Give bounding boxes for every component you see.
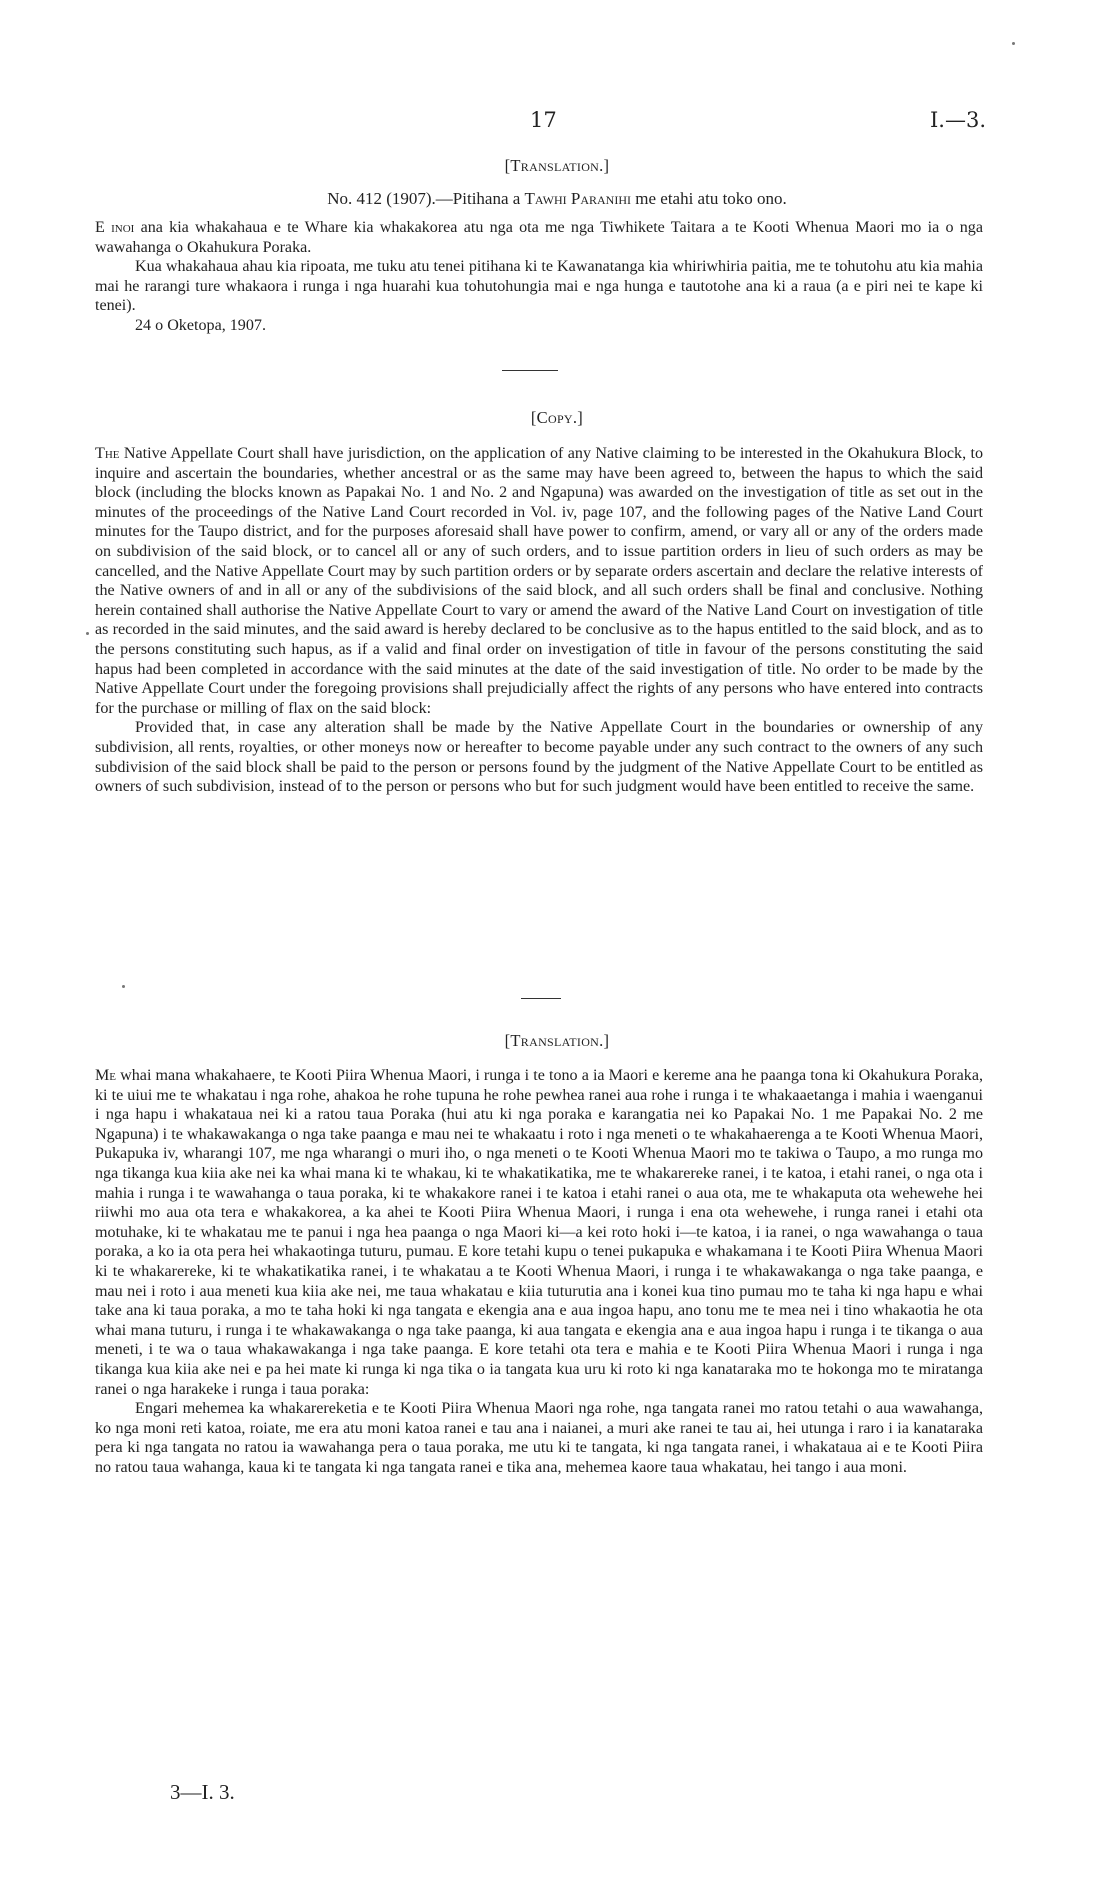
translation-2-body xyxy=(95,1066,983,1477)
translation-paragraph-1: Me whai mana whakahaere, te Kooti Piira Whenua Maori, i runga i te tono a ia Maori e kereme ana he paanga tona ki Okahukura Poraka, ki te uiui me te whakatau i nga rohe, ahakoa he rohe tupuna he rohe pewhea ranei aua rohe i runga i te whakaaetanga i mahia i waenganui i nga hapu i whakataua nei ki a ratou taua Poraka (hui atu ki nga poraka e karangatia nei ko Papakai No. 1 me Papakai No. 2 me Ngapuna) i te whakawakanga o nga take paanga e mau nei te whakaatu i roto i nga meneti o te whakahaerenga a te Kooti Whenua Maori, Pukapuka iv, wharangi 107, me nga wharangi o muri iho, o nga meneti o te Kooti Whenua Maori mo te takiwa o Taupo, a mo runga mo nga tikanga kua kiia ake nei ka whai mana ki te whakau, ki te whakatikatika, me te whakarereke ranei, i te katoa, i etahi ranei, o nga ota i mahia i runga i te wawahanga o taua poraka, ki te whakakore ranei i te katoa i etahi ranei o aua ota, me te whakaputa ota wehewehe hei riiwhi mo aua ota tera e whakakorea, a ka ahei te Kooti Piira Whenua Maori, i runga i ena ota wehewehe, i runga ranei i etahi ota motuhake, ki te whakatau me te panui i nga hea paanga o nga Maori ki—a kei roto hoki i—te katoa, i ia ranei, o nga wawahanga o taua poraka, a ko ia ota pera hei whakaotinga tuturu, pumau. E kore tetahi kupu o tenei pukapuka e whakamana i te Kooti Piira Whenua Maori ki te whakarereke, ki te whakatikatika ranei, i te whakatau a te Kooti Whenua Maori, i runga i te whakawakanga o nga take paanga, e mau nei i roto i aua meneti kua kiia ake nei, me taua whakatau e kiia tuturutia ana i konei kua tino pumau mo te taha ki nga hapu e whai take ana ki taua poraka, a mo te taha hoki ki nga tangata e ekengia ana e aua ingoa hapu, ano tonu me te mea nei i tino whakaotia he ota whai mana tuturu, i runga i te whakawakanga o nga take paanga, ki aua tangata e ekengia ana e aua ingoa hapu i runga i te tikanga o aua meneti, i te wa o taua whakawakanga i nga take paanga. E kore tetahi ota tera e mahia e te Kooti Piira Whenua Maori i runga i nga tikanga kua kiia ake nei e pa hei mate ki runga ki nga tika o ia tangata kua uru ki roto ki nga kanataraka mo te hokonga mo te miratanga ranei o nga harakeke i runga i taua poraka: xyxy=(95,1067,983,1398)
section-divider xyxy=(502,370,558,371)
section-divider xyxy=(521,998,561,999)
page-number: 17 xyxy=(530,108,557,132)
petition-title xyxy=(0,189,1114,209)
scan-speck xyxy=(1012,42,1015,45)
report-paragraph: Kua whakahaua ahau kia ripoata, me tuku atu tenei pitihana ki te Kawanatanga kia whiriwhiria paitia, me te tohutohu atu kia mahia mai he rarangi ture whakaora i runga i nga huarahi kua tohutohungia mai e nga hunga e tautotohe ana ki a raua (a e piri nei te kape ki tenei). xyxy=(95,258,983,315)
lead-word: E inoi xyxy=(95,219,135,236)
document-reference: I.—3. xyxy=(929,108,986,132)
prayer-paragraph: E inoi ana kia whakahaua e te Whare kia whakakorea atu nga ota me nga Tiwhikete Taitara a te Kooti Whenua Maori mo ia o nga wawahanga o Okahukura Poraka. xyxy=(95,219,983,256)
translation-heading-1: [Translation.] xyxy=(504,156,610,175)
scan-speck xyxy=(86,632,89,635)
translation-paragraph-2: Engari mehemea ka whakarereketia e te Kooti Piira Whenua Maori nga rohe, nga tangata ranei mo ratou tetahi o aua wawahanga, ko nga moni reti katoa, roiate, me era atu moni katoa ranei e tau ana i naianei, a muri ake ranei te tau ai, hei utunga i raro i ia kanataraka pera ki nga tangata no ratou ia wawahanga pera o taua poraka, me utu ki te tangata, ki nga tangata ranei, i whakataua ai e te Kooti Piira no ratou taua wahanga, kaua ki te tangata ki nga tangata ranei e tika ana, mehemea kaore taua whakatau, hei tango i aua moni. xyxy=(95,1400,983,1476)
petitioner-name: Tawhi Paranihi xyxy=(524,189,631,208)
report-date: 24 o Oketopa, 1907. xyxy=(135,316,266,334)
lead-word: Me xyxy=(95,1067,117,1084)
petition-title-prefix: No. 412 (1907).—Pitihana a xyxy=(327,189,521,208)
petition-title-suffix: me etahi atu toko ono. xyxy=(635,189,787,208)
copy-heading: [Copy.] xyxy=(530,408,584,427)
copy-paragraph-1: The Native Appellate Court shall have jurisdiction, on the application of any Native claiming to be interested in the Okahukura Block, to inquire and ascertain the boundaries, whether ancestral or as the same may have been agreed to, between the hapus to which the said block (including the blocks known as Papakai No. 1 and No. 2 and Ngapuna) was awarded on the investigation of title as set out in the minutes of the proceedings of the Native Land Court recorded in Vol. iv, page 107, and the following pages of the Native Land Court minutes for the Taupo district, and for the purposes aforesaid shall have power to confirm, amend, or vary all or any of the orders made on subdivision of the said block, or to cancel all or any of such orders, and to issue partition orders in lieu of such orders as may be cancelled, and the Native Appellate Court may by such partition orders or by separate orders ascertain and declare the relative interests of the Native owners of and in all or any of the subdivisions of the said block, and all such orders shall be final and conclusive. Nothing herein contained shall authorise the Native Appellate Court to vary or amend the award of the Native Land Court on investigation of title as recorded in the said minutes, and the said award is hereby declared to be conclusive as to the hapus entitled to the said block, and as to the persons constituting such hapus, as if a valid and final order on investigation of title in favour of the persons constituting the said hapus had been completed in accordance with the said minutes at the date of the said investigation of title. No order to be made by the Native Appellate Court under the foregoing provisions shall prejudicially affect the rights of any persons who have entered into contracts for the purchase or milling of flax on the said block: xyxy=(95,445,983,717)
sheet-signature: 3—I. 3. xyxy=(170,1780,235,1804)
lead-word: The xyxy=(95,445,120,462)
copy-body xyxy=(95,444,983,797)
translation-heading-2: [Translation.] xyxy=(504,1031,610,1050)
copy-paragraph-2: Provided that, in case any alteration shall be made by the Native Appellate Court in the boundaries or ownership of any subdivision, all rents, royalties, or other moneys now or hereafter to become payable under any such contract to the owners of any such subdivision of the said block shall be paid to the person or persons found by the judgment of the Native Appellate Court to be entitled as owners of such subdivision, instead of to the person or persons who but for such judgment would have been entitled to receive the same. xyxy=(95,719,983,796)
translation-1-body xyxy=(95,218,983,336)
scan-speck xyxy=(122,985,125,988)
